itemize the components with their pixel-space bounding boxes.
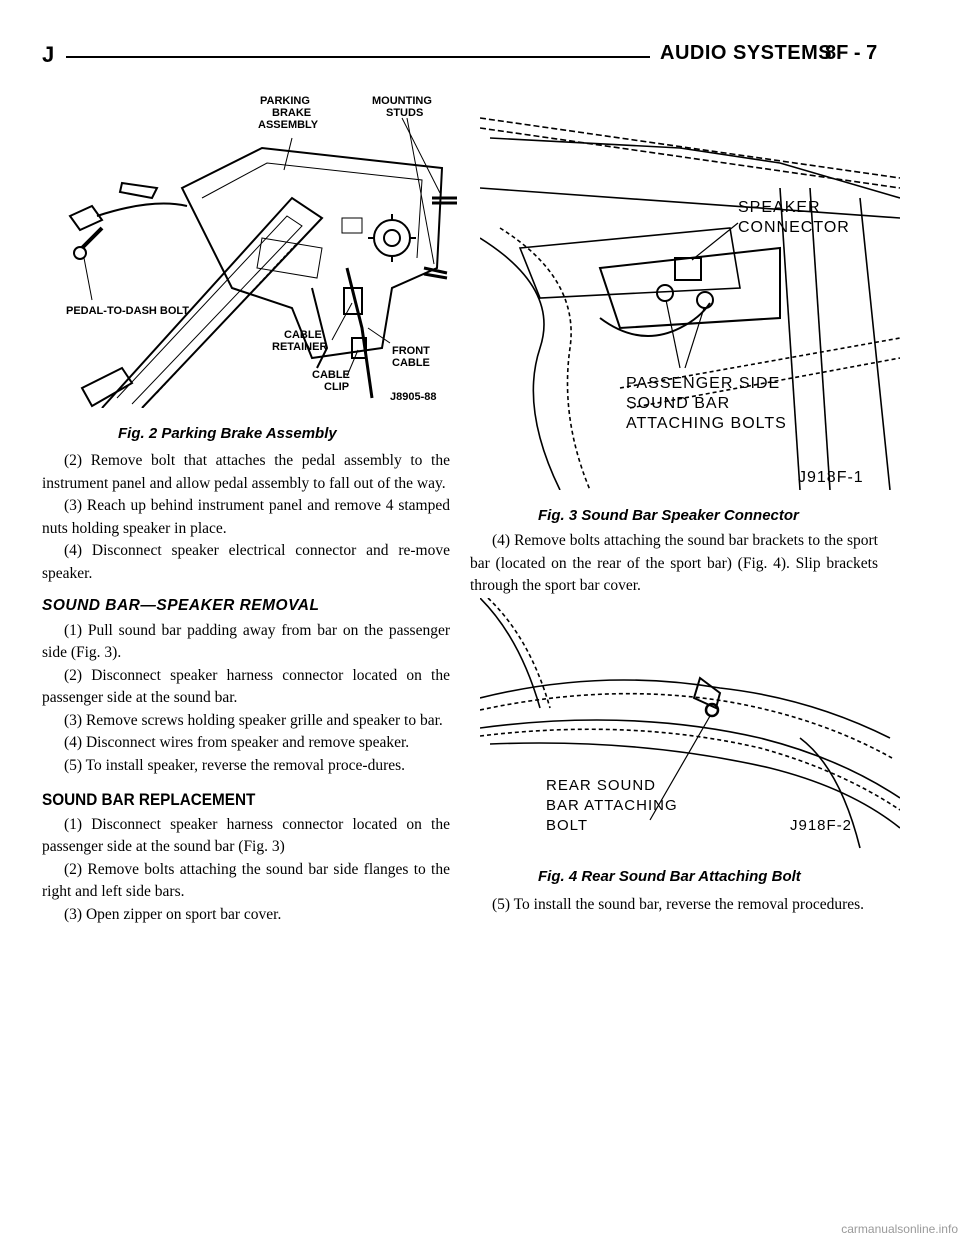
left-paragraph-6: (3) Remove screws holding speaker grille and speaker to bar. [64, 711, 443, 729]
heading-sound-bar-speaker-removal: SOUND BAR—SPEAKER REMOVAL [42, 597, 320, 614]
left-paragraph-9: (1) Disconnect speaker harness connector located on the passenger side at the sound bar (Fig. 3) [42, 815, 450, 855]
sound-bar-speaker-drawing [480, 88, 900, 490]
figure-rear-sound-bar-bolt [480, 598, 900, 860]
label-fig2-code: J8905-88 [390, 391, 437, 403]
label-speaker-2: CONNECTOR [738, 219, 850, 236]
left-paragraph-4: (1) Pull sound bar padding away from bar on the passenger side (Fig. 3). [42, 621, 450, 661]
figure-sound-bar-speaker [480, 88, 900, 490]
label-rear-3: BOLT [546, 817, 589, 834]
figure-parking-brake [62, 88, 460, 408]
label-front-cable-1: FRONT [392, 345, 430, 357]
left-paragraph-1: (2) Remove bolt that attaches the pedal assembly to the instrument panel and allow pedal assembly to fall out of the way. [42, 452, 450, 492]
header-page-number: 8F - 7 [825, 42, 878, 64]
label-parking-brake-3: ASSEMBLY [258, 119, 319, 131]
left-paragraph-11: (3) Open zipper on sport bar cover. [64, 905, 282, 923]
label-passenger-2: SOUND BAR [626, 395, 731, 412]
header-section-title: AUDIO SYSTEMS [660, 42, 833, 64]
label-mounting-2: STUDS [386, 107, 424, 119]
label-rear-2: BAR ATTACHING [546, 797, 678, 814]
right-column-bottom [470, 894, 878, 917]
watermark: carmanualsonline.info [841, 1222, 958, 1236]
left-paragraph-5: (2) Disconnect speaker harness connector located on the passenger side at the sound bar. [42, 666, 450, 706]
parking-brake-drawing [62, 88, 460, 408]
left-paragraph-8: (5) To install speaker, reverse the removal proce-dures. [64, 756, 406, 774]
rear-sound-bar-drawing [480, 598, 900, 860]
label-parking-brake-1: PARKING [260, 95, 310, 107]
fig3-caption: Fig. 3 Sound Bar Speaker Connector [538, 507, 799, 524]
left-column [42, 450, 450, 926]
label-passenger-3: ATTACHING BOLTS [626, 415, 787, 432]
fig4-caption: Fig. 4 Rear Sound Bar Attaching Bolt [538, 868, 801, 885]
right-paragraph-1: (4) Remove bolts attaching the sound bar brackets to the sport bar (located on the rear of the sport bar) (Fig. 4). Slip brackets through the sport bar cover. [470, 532, 878, 594]
header-letter: J [42, 42, 55, 67]
label-mounting-1: MOUNTING [372, 95, 432, 107]
left-paragraph-10: (2) Remove bolts attaching the sound bar side flanges to the right and left side bars. [42, 860, 450, 900]
label-cable-retainer-2: RETAINER [272, 341, 328, 353]
right-column-top [470, 530, 878, 598]
label-speaker-1: SPEAKER [738, 199, 821, 216]
heading-sound-bar-replacement: SOUND BAR REPLACEMENT [42, 790, 256, 809]
label-passenger-1: PASSENGER SIDE [626, 375, 781, 392]
label-cable-clip-1: CABLE [312, 369, 350, 381]
label-front-cable-2: CABLE [392, 357, 430, 369]
right-paragraph-2: (5) To install the sound bar, reverse the removal procedures. [492, 896, 865, 913]
header-rule [66, 56, 650, 58]
label-cable-retainer-1: CABLE [284, 329, 322, 341]
label-fig3-code: J918F-1 [798, 469, 864, 486]
fig2-caption: Fig. 2 Parking Brake Assembly [118, 425, 337, 442]
label-rear-1: REAR SOUND [546, 777, 657, 794]
label-cable-clip-2: CLIP [324, 381, 350, 393]
left-paragraph-2: (3) Reach up behind instrument panel and remove 4 stamped nuts holding speaker in place. [42, 497, 450, 537]
label-fig4-code: J918F-2 [790, 817, 853, 834]
label-pedal-bolt: PEDAL-TO-DASH BOLT [66, 305, 190, 317]
label-parking-brake-2: BRAKE [272, 107, 312, 119]
left-paragraph-3: (4) Disconnect speaker electrical connector and re-move speaker. [42, 542, 450, 582]
left-paragraph-7: (4) Disconnect wires from speaker and remove speaker. [64, 734, 410, 751]
